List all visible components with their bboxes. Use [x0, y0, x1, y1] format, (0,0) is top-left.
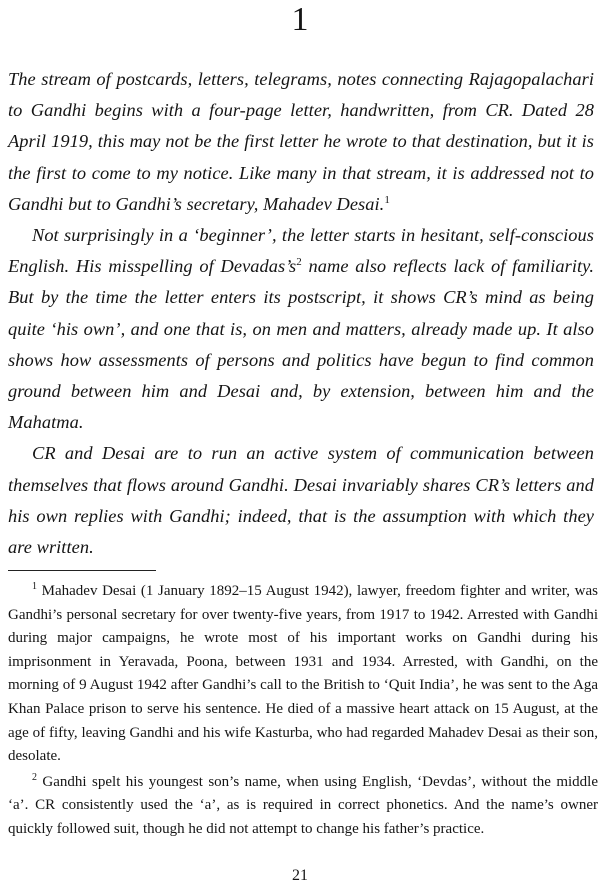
paragraph-1	[8, 64, 594, 220]
footnote-ref-2: 2	[296, 256, 302, 269]
page-number: 21	[292, 867, 308, 884]
footnotes	[8, 580, 598, 842]
footnote-1-marker: 1	[32, 581, 37, 592]
paragraph-2-text-after: name also reflects lack of familiarity. But by the time the letter enters its postscript, it shows CR’s mind as being quite ‘his own’, and one that is, on men and matters, already made up. It also shows how assessments of persons and politics have begun to find common ground between him and Desai and, by extension, between him and the Mahatma.	[8, 256, 594, 433]
paragraph-2-text-before: Not surprisingly in a ‘beginner’, the letter starts in hesitant, self-conscious English. His misspelling of Devadas’s	[8, 225, 594, 277]
paragraph-3	[8, 438, 594, 563]
paragraph-1-text: The stream of postcards, letters, telegrams, notes connecting Rajagopalachari to Gandhi begins with a four-page letter, handwritten, from CR. Dated 28 April 1919, this may not be the first letter he wrote to that destination, but it is the first to come to my notice. Like many in that stream, it is addressed not to Gandhi but to Gandhi’s secretary, Mahadev Desai.	[8, 69, 594, 214]
footnote-1-text: Mahadev Desai (1 January 1892–15 August 1942), lawyer, freedom fighter and writer, was Gandhi’s personal secretary for over twenty-five years, from 1917 to 1942. Arrested with Gandhi during major campaigns, he wrote most of his important works on Gandhi during his imprisonment in Yeravada, Poona, between 1931 and 1934. Arrested, with Gandhi, on the morning of 9 August 1942 after Gandhi’s call to the British to ‘Quit India’, he was sent to the Aga Khan Palace prison to serve his sentence. He died of a massive heart attack on 15 August, at the age of fifty, leaving Gandhi and his wife Kasturba, who had regarded Mahadev Desai as their son, desolate.	[8, 583, 598, 765]
footnote-2-text: Gandhi spelt his youngest son’s name, when using English, ‘Devdas’, without the middle ‘a’. CR consistently used the ‘a’, as is required in correct phonetics. And the name’s owner quickly followed suit, though he did not attempt to change his father’s practice.	[8, 773, 598, 837]
paragraph-3-text: CR and Desai are to run an active system of communication between themselves that flows around Gandhi. Desai invariably shares CR’s letters and his own replies with Gandhi; indeed, that is the assumption with which they are written.	[8, 443, 594, 558]
footnote-2-marker: 2	[32, 771, 37, 783]
paragraph-2	[8, 220, 594, 438]
footnote-ref-1: 1	[384, 193, 390, 206]
chapter-number: 1	[291, 1, 309, 38]
footnote-2	[8, 771, 598, 842]
body-text	[8, 64, 594, 563]
footnote-divider	[8, 570, 156, 571]
footnote-1	[8, 580, 598, 769]
